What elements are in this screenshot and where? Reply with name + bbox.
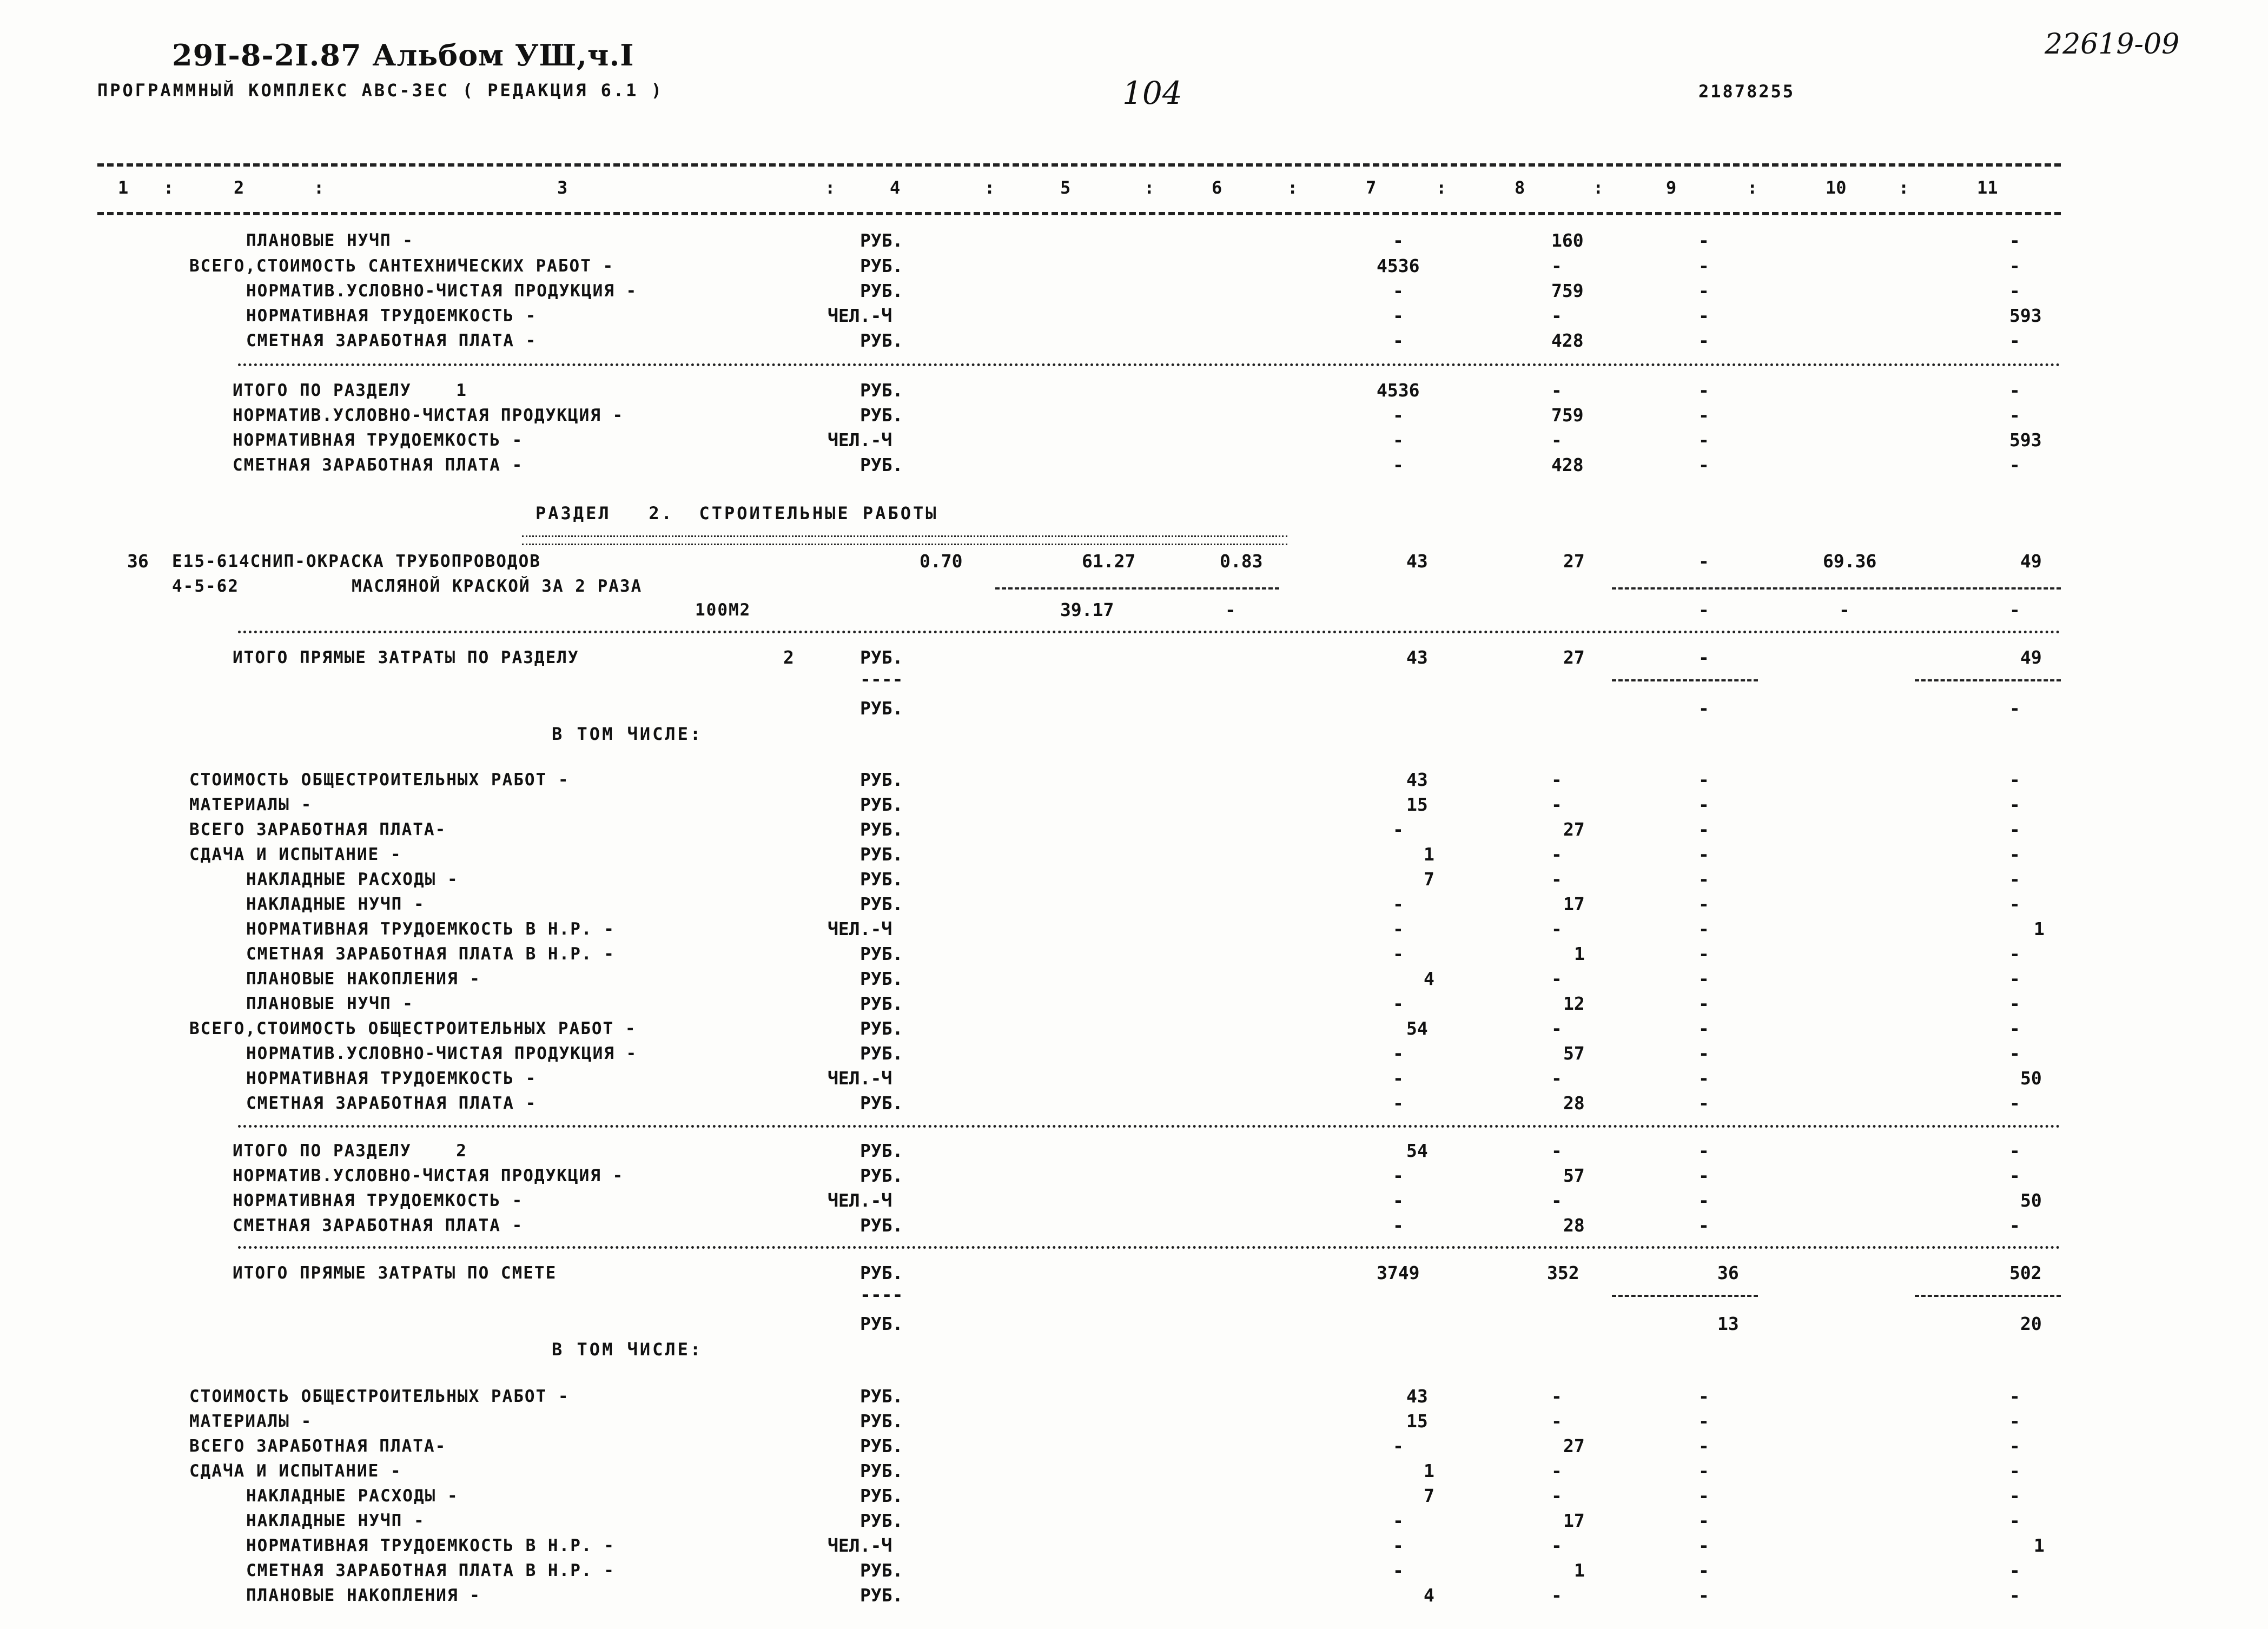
- item-quantity: 0.70: [920, 551, 963, 572]
- value-col9: -: [1698, 551, 1709, 572]
- unit-cell: ЧЕЛ.-Ч: [828, 1535, 892, 1556]
- line-label: ПЛАНОВЫЕ НАКОПЛЕНИЯ -: [246, 969, 481, 989]
- value-col9b: -: [1698, 698, 1709, 719]
- value-col7: -: [1393, 893, 1404, 915]
- value-col9: -: [1698, 405, 1709, 426]
- value-col9: -: [1698, 968, 1709, 989]
- value-col9: -: [1698, 1510, 1709, 1531]
- value-col8: -: [1551, 1140, 1562, 1161]
- line-label: СДАЧА И ИСПЫТАНИЕ -: [189, 845, 402, 864]
- item-description: МАСЛЯНОЙ КРАСКОЙ ЗА 2 РАЗА: [352, 577, 643, 596]
- unit-cell: РУБ.: [860, 1411, 903, 1432]
- value-col7: -: [1393, 1165, 1404, 1186]
- value-col11: -: [2009, 1585, 2020, 1606]
- value-col9: -: [1698, 819, 1709, 840]
- value-col9: -: [1698, 794, 1709, 815]
- item-number: 36: [127, 551, 149, 572]
- value-col7: -: [1393, 943, 1404, 964]
- line-label: НОРМАТИВ.УСЛОВНО-ЧИСТАЯ ПРОДУКЦИЯ -: [233, 406, 624, 425]
- unit-cell: РУБ.: [860, 330, 903, 351]
- value-col11: -: [2009, 454, 2020, 475]
- unit-cell: РУБ.: [860, 405, 903, 426]
- value-col7: 54: [1406, 1018, 1428, 1039]
- value-col7: 4: [1424, 968, 1434, 989]
- col-num: 4: [890, 177, 901, 198]
- value-col7: 54: [1406, 1140, 1428, 1161]
- value-col11: -: [2009, 869, 2020, 890]
- unit-cell: РУБ.: [860, 1313, 903, 1334]
- value-col8: -: [1551, 1460, 1562, 1481]
- value-col8: -: [1551, 769, 1562, 790]
- value-col11: -: [2009, 943, 2020, 964]
- value-col9: 36: [1717, 1262, 1739, 1283]
- value-col9: -: [1698, 918, 1709, 939]
- value-col8: -: [1551, 968, 1562, 989]
- value-col8: 28: [1563, 1092, 1585, 1114]
- value-col8: 17: [1563, 1510, 1585, 1531]
- value-col11: -: [2009, 1165, 2020, 1186]
- value-col9b: -: [1698, 599, 1709, 620]
- value-col8: -: [1551, 869, 1562, 890]
- value-col11: 1: [2034, 1535, 2045, 1556]
- line-label: НАКЛАДНЫЕ НУЧП -: [246, 1511, 425, 1531]
- page-number: 104: [1122, 75, 1182, 111]
- value-col8: 160: [1551, 230, 1584, 251]
- col-sep: :: [314, 177, 325, 198]
- value-col9: -: [1698, 1190, 1709, 1211]
- unit-cell: РУБ.: [860, 1092, 903, 1114]
- value-col7: 7: [1424, 869, 1434, 890]
- line-label: СМЕТНАЯ ЗАРАБОТНАЯ ПЛАТА -: [246, 331, 537, 350]
- sub-dashes: [1612, 1295, 1758, 1297]
- line-label: ВСЕГО,СТОИМОСТЬ САНТЕХНИЧЕСКИХ РАБОТ -: [189, 256, 614, 276]
- including-heading: В ТОМ ЧИСЛЕ:: [552, 724, 703, 744]
- value-col9: -: [1698, 769, 1709, 790]
- value-col8: 57: [1563, 1043, 1585, 1064]
- col-sep: :: [1287, 177, 1298, 198]
- line-label: ИТОГО ПРЯМЫЕ ЗАТРАТЫ ПО СМЕТЕ: [233, 1263, 557, 1283]
- value-col7: 4536: [1377, 380, 1420, 401]
- unit-cell: ЧЕЛ.-Ч: [828, 1190, 892, 1211]
- unit-cell: РУБ.: [860, 1435, 903, 1456]
- value-col9: -: [1698, 844, 1709, 865]
- unit-cell: РУБ.: [860, 454, 903, 475]
- value-col9: -: [1698, 1165, 1709, 1186]
- col-num: 10: [1826, 177, 1847, 198]
- value-col9: -: [1698, 1068, 1709, 1089]
- unit-cell: РУБ.: [860, 380, 903, 401]
- value-col8: 27: [1563, 647, 1585, 668]
- document-number: 29I-8-2I.87 Альбом УШ,ч.I: [172, 38, 634, 72]
- value-col11: -: [2009, 893, 2020, 915]
- unit-cell: ЧЕЛ.-Ч: [828, 1068, 892, 1089]
- value-col8: -: [1551, 844, 1562, 865]
- value-col8: 352: [1547, 1262, 1579, 1283]
- col-sep: :: [984, 177, 995, 198]
- line-label: НОРМАТИВНАЯ ТРУДОЕМКОСТЬ В Н.Р. -: [246, 1536, 615, 1555]
- unit-cell: ЧЕЛ.-Ч: [828, 305, 892, 326]
- line-label: ИТОГО ПО РАЗДЕЛУ 1: [233, 381, 467, 400]
- value-col7: -: [1393, 993, 1404, 1014]
- line-label: НОРМАТИВ.УСЛОВНО-ЧИСТАЯ ПРОДУКЦИЯ -: [246, 281, 638, 301]
- value-col8: -: [1551, 380, 1562, 401]
- value-col11: -: [2009, 1140, 2020, 1161]
- value-col11: -: [2009, 255, 2020, 276]
- value-col7: -: [1393, 1215, 1404, 1236]
- value-col11: 593: [2009, 305, 2042, 326]
- value-col11: -: [2009, 405, 2020, 426]
- line-label: НОРМАТИВНАЯ ТРУДОЕМКОСТЬ -: [233, 431, 524, 450]
- value-col9: -: [1698, 943, 1709, 964]
- col-sep: :: [1747, 177, 1758, 198]
- line-label: НАКЛАДНЫЕ НУЧП -: [246, 895, 425, 914]
- value-col11: 502: [2009, 1262, 2042, 1283]
- unit-cell: РУБ.: [860, 647, 903, 668]
- unit-cell: РУБ.: [860, 769, 903, 790]
- sub-dashes: [1612, 679, 1758, 681]
- value-col9: -: [1698, 230, 1709, 251]
- value-col11: -: [2009, 1510, 2020, 1531]
- unit-cell: РУБ.: [860, 893, 903, 915]
- value-col9: -: [1698, 429, 1709, 451]
- section-title: РАЗДЕЛ 2. СТРОИТЕЛЬНЫЕ РАБОТЫ: [535, 503, 938, 524]
- value-col9: -: [1698, 1435, 1709, 1456]
- value-col11: -: [2009, 1386, 2020, 1407]
- value-col7: -: [1393, 918, 1404, 939]
- value-col7: 1: [1424, 844, 1434, 865]
- value-col8: 27: [1563, 1435, 1585, 1456]
- value-col9: -: [1698, 1411, 1709, 1432]
- value-col7: -: [1393, 1092, 1404, 1114]
- col-num: 1: [118, 177, 129, 198]
- value-col9: -: [1698, 869, 1709, 890]
- col-num: 11: [1977, 177, 1998, 198]
- value-col11: -: [2009, 1485, 2020, 1506]
- value-col9: -: [1698, 1485, 1709, 1506]
- value-col7: -: [1393, 454, 1404, 475]
- value-col11: -: [2009, 1435, 2020, 1456]
- value-col8: 27: [1563, 551, 1585, 572]
- line-label: СТОИМОСТЬ ОБЩЕСТРОИТЕЛЬНЫХ РАБОТ -: [189, 770, 570, 790]
- value-col7: 15: [1406, 1411, 1428, 1432]
- column-numbers: [97, 177, 2061, 204]
- value-col8: -: [1551, 1068, 1562, 1089]
- line-label: НОРМАТИВНАЯ ТРУДОЕМКОСТЬ -: [246, 1069, 537, 1088]
- value-col7: 4: [1424, 1585, 1434, 1606]
- sub-dashes: [1915, 679, 2061, 681]
- line-label: ИТОГО ПО РАЗДЕЛУ 2: [233, 1141, 467, 1161]
- value-col11: -: [2009, 1043, 2020, 1064]
- unit-separator: ----: [860, 1284, 903, 1305]
- unit-cell: РУБ.: [860, 844, 903, 865]
- unit-cell: РУБ.: [860, 993, 903, 1014]
- col-sep: :: [1593, 177, 1604, 198]
- value-col7: -: [1393, 305, 1404, 326]
- col-num: 3: [557, 177, 568, 198]
- value-col7: -: [1393, 1560, 1404, 1581]
- unit-cell: РУБ.: [860, 1585, 903, 1606]
- col-sep: :: [1899, 177, 1909, 198]
- item-code: Е15-614СНИП-ОКРАСКА ТРУБОПРОВОДОВ: [172, 552, 541, 571]
- value-col8: 1: [1574, 1560, 1585, 1581]
- value-col11: -: [2009, 1215, 2020, 1236]
- value-col8: 27: [1563, 819, 1585, 840]
- value-col7: -: [1393, 1435, 1404, 1456]
- value-col8: 12: [1563, 993, 1585, 1014]
- col-num: 8: [1515, 177, 1525, 198]
- line-label: МАТЕРИАЛЫ -: [189, 1412, 313, 1431]
- value-col7: -: [1393, 1510, 1404, 1531]
- value-col8: -: [1551, 794, 1562, 815]
- value-col7: -: [1393, 280, 1404, 301]
- value-col7: 43: [1406, 551, 1428, 572]
- value-col8: -: [1551, 918, 1562, 939]
- col-sep: :: [163, 177, 174, 198]
- unit-cell: РУБ.: [860, 794, 903, 815]
- value-col7: -: [1393, 819, 1404, 840]
- value-col11: -: [2009, 993, 2020, 1014]
- item-unit: 100М2: [695, 600, 751, 620]
- value-col11: 1: [2034, 918, 2045, 939]
- value-col8: 1: [1574, 943, 1585, 964]
- unit-cell: ЧЕЛ.-Ч: [828, 918, 892, 939]
- value-col7: 3749: [1377, 1262, 1420, 1283]
- unit-cell: РУБ.: [860, 1043, 903, 1064]
- value-col7: 43: [1406, 1386, 1428, 1407]
- section-num: 2: [783, 647, 794, 668]
- value-col8: 428: [1551, 330, 1584, 351]
- value-col8: -: [1551, 429, 1562, 451]
- unit-cell: РУБ.: [860, 1386, 903, 1407]
- unit-cell: РУБ.: [860, 698, 903, 719]
- value-col11b: -: [2009, 599, 2020, 620]
- value-col8: 759: [1551, 280, 1584, 301]
- line-label: ВСЕГО ЗАРАБОТНАЯ ПЛАТА-: [189, 1436, 447, 1456]
- line-label: НОРМАТИВ.УСЛОВНО-ЧИСТАЯ ПРОДУКЦИЯ -: [246, 1044, 638, 1063]
- value-col10b: -: [1839, 599, 1850, 620]
- value-col11: -: [2009, 1460, 2020, 1481]
- value-col9: -: [1698, 1140, 1709, 1161]
- value-col7: 43: [1406, 647, 1428, 668]
- line-label: СДАЧА И ИСПЫТАНИЕ -: [189, 1461, 402, 1481]
- value-col9: -: [1698, 993, 1709, 1014]
- value-col11: 50: [2020, 1068, 2042, 1089]
- value-col9: -: [1698, 1215, 1709, 1236]
- value-col7: -: [1393, 1043, 1404, 1064]
- separator-rule: [238, 363, 2061, 366]
- including-heading: В ТОМ ЧИСЛЕ:: [552, 1339, 703, 1360]
- unit-cell: РУБ.: [860, 1215, 903, 1236]
- value-col8: 57: [1563, 1165, 1585, 1186]
- document-id: 21878255: [1698, 81, 1795, 102]
- line-label: ПЛАНОВЫЕ НАКОПЛЕНИЯ -: [246, 1586, 481, 1605]
- value-col9: -: [1698, 454, 1709, 475]
- archive-stamp: 22619-09: [2045, 28, 2180, 61]
- unit-cell: РУБ.: [860, 1165, 903, 1186]
- value-col8: -: [1551, 1411, 1562, 1432]
- value-col8: 17: [1563, 893, 1585, 915]
- sub-dashes: [1612, 587, 2061, 590]
- value-col11b: 20: [2020, 1313, 2042, 1334]
- item-price-col5b: 39.17: [1060, 599, 1114, 620]
- line-label: СМЕТНАЯ ЗАРАБОТНАЯ ПЛАТА -: [233, 1216, 524, 1235]
- value-col8: 28: [1563, 1215, 1585, 1236]
- value-col7: 43: [1406, 769, 1428, 790]
- line-label: НАКЛАДНЫЕ РАСХОДЫ -: [246, 870, 459, 889]
- value-col11b: -: [2009, 698, 2020, 719]
- line-label: СМЕТНАЯ ЗАРАБОТНАЯ ПЛАТА -: [233, 455, 524, 475]
- value-col8: -: [1551, 1386, 1562, 1407]
- col-num: 5: [1060, 177, 1071, 198]
- line-label: ВСЕГО ЗАРАБОТНАЯ ПЛАТА-: [189, 820, 447, 839]
- separator-rule: [238, 631, 2061, 633]
- col-sep: :: [825, 177, 836, 198]
- line-label: ПЛАНОВЫЕ НУЧП -: [246, 231, 414, 250]
- unit-separator: ----: [860, 668, 903, 690]
- unit-cell: РУБ.: [860, 1485, 903, 1506]
- value-col9: -: [1698, 647, 1709, 668]
- unit-cell: РУБ.: [860, 1140, 903, 1161]
- unit-cell: РУБ.: [860, 230, 903, 251]
- value-col9: -: [1698, 380, 1709, 401]
- value-col11: -: [2009, 794, 2020, 815]
- value-col9b: 13: [1717, 1313, 1739, 1334]
- col-sep: :: [1144, 177, 1155, 198]
- value-col9: -: [1698, 255, 1709, 276]
- section-underline: [522, 535, 1287, 545]
- value-col11: 49: [2020, 647, 2042, 668]
- value-col11: -: [2009, 380, 2020, 401]
- value-col11: 593: [2009, 429, 2042, 451]
- value-col11: -: [2009, 330, 2020, 351]
- value-col8: -: [1551, 1535, 1562, 1556]
- line-label: НАКЛАДНЫЕ РАСХОДЫ -: [246, 1486, 459, 1506]
- value-col9: -: [1698, 330, 1709, 351]
- line-label: ИТОГО ПРЯМЫЕ ЗАТРАТЫ ПО РАЗДЕЛУ: [233, 648, 579, 667]
- header-bottom-rule: [97, 212, 2061, 215]
- line-label: НОРМАТИВНАЯ ТРУДОЕМКОСТЬ -: [233, 1191, 524, 1210]
- value-col8: 428: [1551, 454, 1584, 475]
- line-label: ВСЕГО,СТОИМОСТЬ ОБЩЕСТРОИТЕЛЬНЫХ РАБОТ -: [189, 1019, 637, 1038]
- value-col9: -: [1698, 1043, 1709, 1064]
- unit-cell: РУБ.: [860, 280, 903, 301]
- value-col11: -: [2009, 230, 2020, 251]
- line-label: СМЕТНАЯ ЗАРАБОТНАЯ ПЛАТА В Н.Р. -: [246, 1561, 615, 1580]
- item-col6: 0.83: [1220, 551, 1263, 572]
- unit-cell: РУБ.: [860, 943, 903, 964]
- value-col8: -: [1551, 1485, 1562, 1506]
- value-col7: 7: [1424, 1485, 1434, 1506]
- line-label: СМЕТНАЯ ЗАРАБОТНАЯ ПЛАТА В Н.Р. -: [246, 944, 615, 964]
- value-col11: -: [2009, 1018, 2020, 1039]
- value-col11: 49: [2020, 551, 2042, 572]
- value-col9: -: [1698, 305, 1709, 326]
- value-col11: -: [2009, 1092, 2020, 1114]
- line-label: НОРМАТИВНАЯ ТРУДОЕМКОСТЬ -: [246, 306, 537, 326]
- separator-rule: [238, 1246, 2061, 1249]
- unit-cell: РУБ.: [860, 1560, 903, 1581]
- line-label: МАТЕРИАЛЫ -: [189, 795, 313, 814]
- value-col11: -: [2009, 769, 2020, 790]
- value-col10: 69.36: [1823, 551, 1877, 572]
- value-col9: -: [1698, 1018, 1709, 1039]
- value-col9: -: [1698, 280, 1709, 301]
- value-col8: 759: [1551, 405, 1584, 426]
- unit-cell: РУБ.: [860, 1510, 903, 1531]
- item-code-2: 4-5-62: [172, 577, 239, 596]
- unit-cell: РУБ.: [860, 1018, 903, 1039]
- item-price-col5: 61.27: [1082, 551, 1136, 572]
- value-col8: -: [1551, 1190, 1562, 1211]
- value-col7: -: [1393, 330, 1404, 351]
- value-col7: 4536: [1377, 255, 1420, 276]
- value-col9: -: [1698, 1560, 1709, 1581]
- value-col11: -: [2009, 1560, 2020, 1581]
- unit-cell: ЧЕЛ.-Ч: [828, 429, 892, 451]
- table-top-rule: [97, 163, 2061, 167]
- line-label: СМЕТНАЯ ЗАРАБОТНАЯ ПЛАТА -: [246, 1094, 537, 1113]
- value-col7: -: [1393, 1190, 1404, 1211]
- col-num: 9: [1666, 177, 1677, 198]
- sub-dashes: [995, 587, 1279, 590]
- value-col9: -: [1698, 1386, 1709, 1407]
- col-num: 2: [234, 177, 244, 198]
- unit-cell: РУБ.: [860, 819, 903, 840]
- value-col8: -: [1551, 1585, 1562, 1606]
- line-label: СТОИМОСТЬ ОБЩЕСТРОИТЕЛЬНЫХ РАБОТ -: [189, 1387, 570, 1406]
- item-col6b: -: [1225, 599, 1236, 620]
- value-col7: -: [1393, 405, 1404, 426]
- value-col7: -: [1393, 230, 1404, 251]
- value-col9: -: [1698, 1092, 1709, 1114]
- program-title: ПРОГРАММНЫЙ КОМПЛЕКС АВС-3ЕС ( РЕДАКЦИЯ 6.1 ): [97, 80, 664, 101]
- value-col7: 15: [1406, 794, 1428, 815]
- col-num: 6: [1212, 177, 1222, 198]
- value-col8: -: [1551, 305, 1562, 326]
- value-col11: -: [2009, 819, 2020, 840]
- value-col7: -: [1393, 1535, 1404, 1556]
- value-col9: -: [1698, 1460, 1709, 1481]
- unit-cell: РУБ.: [860, 255, 903, 276]
- value-col11: 50: [2020, 1190, 2042, 1211]
- value-col9: -: [1698, 1585, 1709, 1606]
- value-col7: 1: [1424, 1460, 1434, 1481]
- unit-cell: РУБ.: [860, 968, 903, 989]
- line-label: НОРМАТИВ.УСЛОВНО-ЧИСТАЯ ПРОДУКЦИЯ -: [233, 1166, 624, 1186]
- line-label: НОРМАТИВНАЯ ТРУДОЕМКОСТЬ В Н.Р. -: [246, 919, 615, 939]
- col-num: 7: [1366, 177, 1377, 198]
- line-label: ПЛАНОВЫЕ НУЧП -: [246, 994, 414, 1014]
- value-col11: -: [2009, 844, 2020, 865]
- value-col7: -: [1393, 1068, 1404, 1089]
- separator-rule: [238, 1125, 2061, 1128]
- value-col11: -: [2009, 968, 2020, 989]
- value-col11: -: [2009, 280, 2020, 301]
- value-col9: -: [1698, 893, 1709, 915]
- value-col11: -: [2009, 1411, 2020, 1432]
- col-sep: :: [1436, 177, 1447, 198]
- value-col9: -: [1698, 1535, 1709, 1556]
- unit-cell: РУБ.: [860, 1262, 903, 1283]
- unit-cell: РУБ.: [860, 869, 903, 890]
- value-col8: -: [1551, 1018, 1562, 1039]
- unit-cell: РУБ.: [860, 1460, 903, 1481]
- value-col7: -: [1393, 429, 1404, 451]
- value-col8: -: [1551, 255, 1562, 276]
- sub-dashes: [1915, 1295, 2061, 1297]
